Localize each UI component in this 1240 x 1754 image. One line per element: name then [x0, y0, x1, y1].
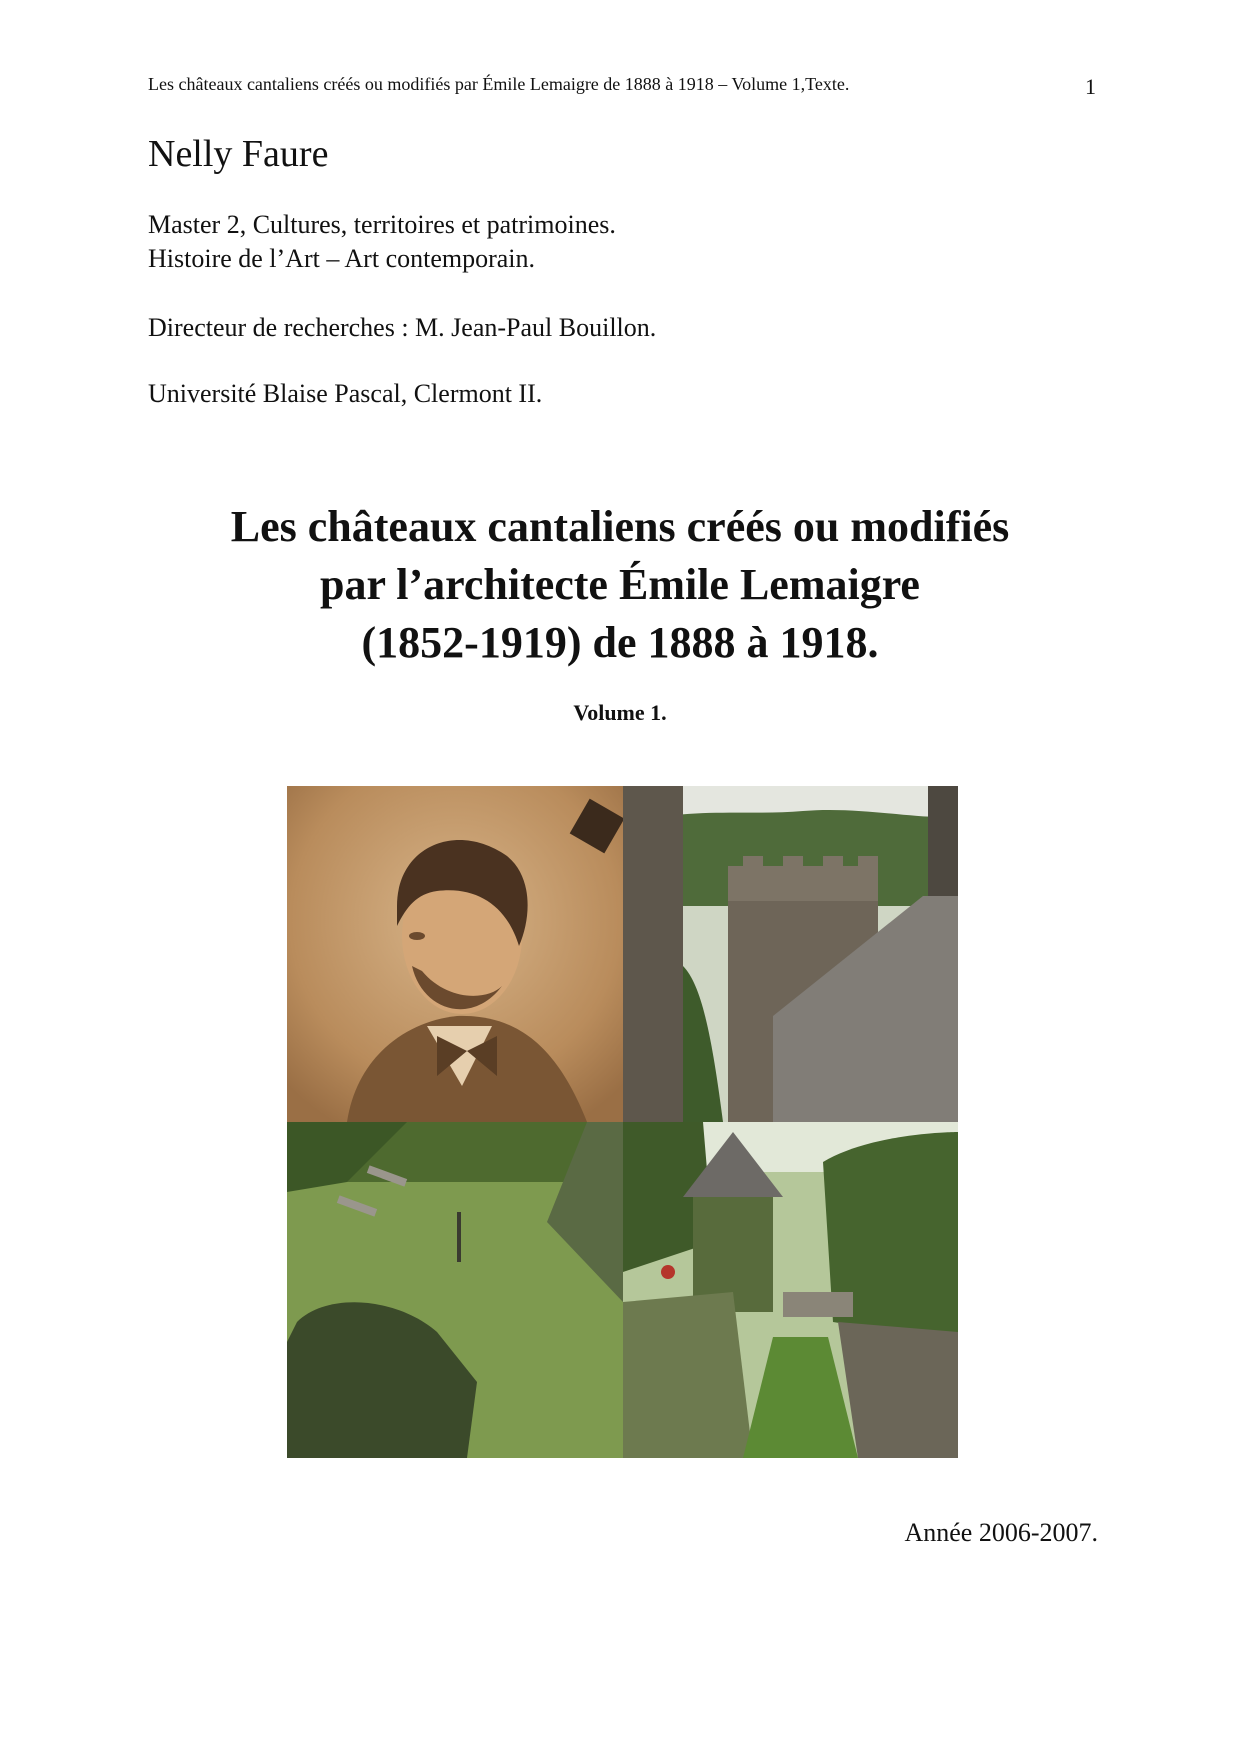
title-line-3: (1852-1919) de 1888 à 1918.: [361, 618, 879, 667]
cover-photo-collage: [287, 786, 958, 1458]
castle-tower-photo: [623, 786, 958, 1122]
director-line: Directeur de recherches : M. Jean-Paul Bouillon.: [148, 313, 657, 342]
dovecote-garden-photo: [623, 1122, 958, 1458]
running-header: Les châteaux cantaliens créés ou modifiés par Émile Lemaigre de 1888 à 1918 – Volume 1,Texte.: [148, 74, 850, 94]
university-line: Université Blaise Pascal, Clermont II.: [148, 379, 543, 408]
portrait-photo: [287, 786, 623, 1122]
program-line-1: Master 2, Cultures, territoires et patrimoines.: [148, 210, 616, 239]
title-line-1: Les châteaux cantaliens créés ou modifiés: [230, 502, 1010, 551]
page-number: 1: [1085, 74, 1096, 99]
volume-label: Volume 1.: [573, 700, 667, 725]
author-name: Nelly Faure: [148, 133, 329, 175]
title-line-2: par l’architecte Émile Lemaigre: [320, 560, 920, 609]
thesis-title: [0, 498, 1240, 672]
program-line-2: Histoire de l’Art – Art contemporain.: [148, 244, 536, 273]
program-info: [148, 208, 616, 276]
academic-year: Année 2006-2007.: [904, 1518, 1098, 1547]
lawn-shadow-photo: [287, 1122, 623, 1458]
